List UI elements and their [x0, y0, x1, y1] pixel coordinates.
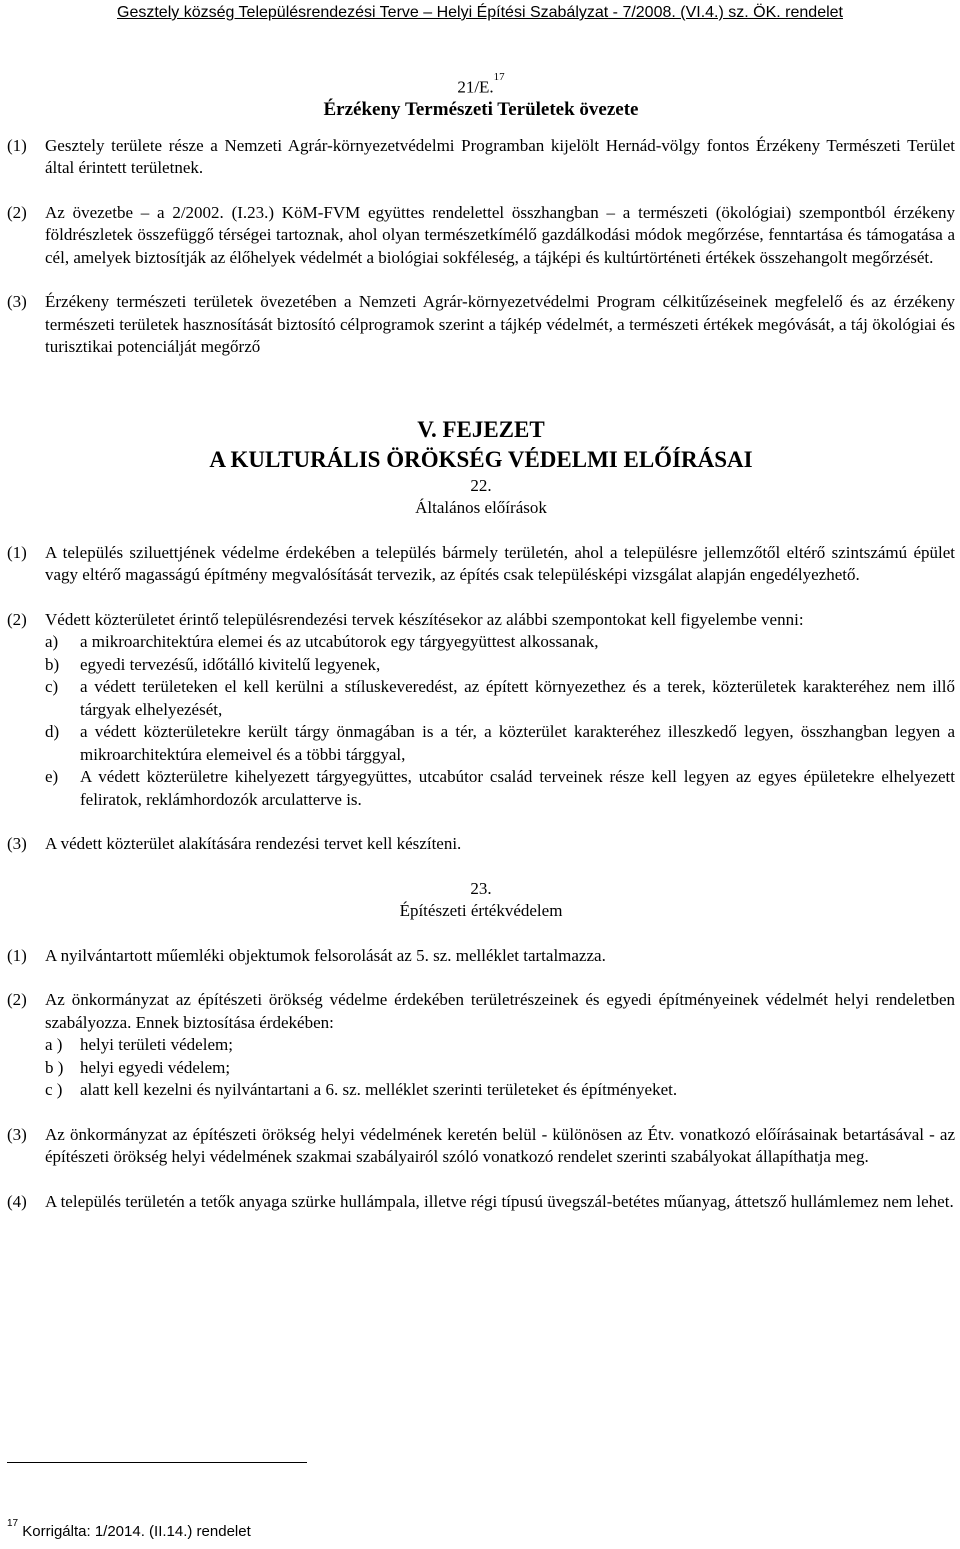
list-text: A védett közterületre kihelyezett tárgyegyüttes, utcabútor család terveinek része kell legyen az egyes épületekre elhelyezett feliratok, reklámhordozók arculatterve is.: [80, 767, 955, 809]
paragraph-number: (2): [7, 202, 27, 222]
paragraph-text: Az önkormányzat az építészeti örökség védelme érdekében területrészeinek és egyedi építményeinek védelmét helyi rendeletben szabályozza. Ennek biztosítása érdekében:: [45, 990, 955, 1032]
paragraph: [7, 609, 955, 632]
paragraph-text: A nyilvántartott műemléki objektumok felsorolását az 5. sz. melléklet tartalmazza.: [45, 945, 606, 965]
list-text: alatt kell kezelni és nyilvántartani a 6. sz. melléklet szerinti területeket és építményeket.: [80, 1080, 678, 1100]
section-23-heading: [7, 878, 955, 923]
paragraph-number: (2): [7, 990, 27, 1010]
list-label: d): [45, 722, 60, 742]
list-label: b): [45, 654, 60, 674]
chapter-number: V. FEJEZET: [417, 416, 545, 442]
paragraph-text: Gesztely területe része a Nemzeti Agrár-környezetvédelmi Programban kijelölt Hernád-völgy fontos Érzékeny Természeti Terület által érintett területnek.: [45, 135, 955, 178]
list-item: [7, 631, 955, 654]
paragraph-text: Az övezetbe – a 2/2002. (I.23.) KöM-FVM együttes rendelettel összhangban – a természeti (ökológiai) szempontból érzékeny földrészletek összefüggő térségei tartoznak, ahol olyan természetkímélő gazdálkodási módok megőrzése, fenntartása és támogatása a cél, amelyek biztosítják az élőhelyek védelmét a biológiai sokféleség, a tájképi és kultúrtörténeti értékek összehangolt megőrzését.: [45, 202, 955, 267]
paragraph-text: Védett közterületet érintő településrendezési tervek készítésekor az alábbi szempontokat kell figyelembe venni:: [45, 609, 804, 629]
chapter-heading: [7, 415, 955, 520]
paragraph-number: (3): [7, 834, 27, 854]
list-label: a): [45, 632, 59, 652]
paragraph-text: A település sziluettjének védelme érdekében a település bármely területén, ahol a településre jellemzőtől eltérő szintszámú épület vagy eltérő magasságú építmény megvalósítását tervezik, az építés csak településképi vizsgálat alapján engedélyezhető.: [45, 542, 955, 585]
list-item: [7, 721, 955, 766]
footnote-ref[interactable]: 17: [493, 71, 505, 83]
list-label: c ): [45, 1080, 63, 1100]
paragraph: [7, 1124, 955, 1169]
paragraph: [7, 945, 955, 968]
paragraph: [7, 989, 955, 1034]
footnote: [7, 1518, 251, 1540]
paragraph: [7, 135, 955, 180]
footnote-text: Korrigálta: 1/2014. (II.14.) rendelet: [22, 1523, 251, 1540]
page-header: Gesztely község Településrendezési Terve – Helyi Építési Szabályzat - 7/2008. (VI.4.) sz. ÖK. rendelet: [117, 4, 843, 21]
paragraph-number: (3): [7, 1124, 27, 1144]
paragraph: [7, 291, 955, 359]
list-text: helyi egyedi védelem;: [80, 1057, 231, 1077]
paragraph-number: (2): [7, 609, 27, 629]
list-text: helyi területi védelem;: [80, 1035, 233, 1055]
footnote-number: 17: [7, 1518, 19, 1529]
paragraph: [7, 833, 955, 856]
list-item: [7, 1057, 955, 1080]
paragraph: [7, 1191, 955, 1214]
paragraph: [7, 202, 955, 270]
section-title: Építészeti értékvédelem: [399, 901, 563, 921]
footnote-divider: [7, 1462, 307, 1463]
list-label: c): [45, 677, 59, 697]
section-number: 21/E.: [457, 77, 494, 97]
paragraph-text: A védett közterület alakítására rendezési tervet kell készíteni.: [45, 834, 462, 854]
list-label: a ): [45, 1035, 63, 1055]
section-number: 22.: [470, 475, 492, 495]
list-text: a mikroarchitektúra elemei és az utcabútorok egy tárgyegyüttest alkossanak,: [80, 632, 599, 652]
list-item: [7, 766, 955, 811]
section-title: Érzékeny Természeti Területek övezete: [323, 99, 639, 121]
paragraph: [7, 542, 955, 587]
document-body: [7, 72, 955, 1213]
list-text: egyedi tervezésű, időtálló kivitelű legyenek,: [80, 654, 381, 674]
paragraph-number: (4): [7, 1191, 27, 1211]
paragraph-text: Érzékeny természeti területek övezetében a Nemzeti Agrár-környezetvédelmi Program célkitűzéseinek megfelelő és az érzékeny természeti területek hasznosítását biztosító célprogramok szerint a tájkép védelmét, a természeti értékek megóvását, a táj ökológiai és turisztikai potenciálját megőrző: [45, 292, 955, 357]
chapter-title: A KULTURÁLIS ÖRÖKSÉG VÉDELMI ELŐÍRÁSAI: [209, 446, 753, 472]
section-21e-heading: [7, 72, 955, 122]
list-text: a védett közterületekre került tárgy önmagában is a tér, a közterület karakteréhez illeszkedő legyen, összhangban legyen a mikroarchitektúra elemeivel és a többi tárggyal,: [80, 722, 955, 764]
list-label: e): [45, 767, 59, 787]
list-label: b ): [45, 1057, 64, 1077]
paragraph-number: (1): [7, 542, 27, 562]
paragraph-number: (1): [7, 135, 27, 155]
list-item: [7, 654, 955, 677]
section-title: Általános előírások: [415, 498, 547, 518]
paragraph-text: Az önkormányzat az építészeti örökség helyi védelmének keretén belül - különösen az Étv. vonatkozó előírásainak betartásával - az építészeti örökség helyi védelmének szakmai szabályairól szóló vonatkozó rendelet szerinti szabályokat állapíthatja meg.: [45, 1124, 955, 1167]
list-item: [7, 1034, 955, 1057]
paragraph-text: A település területén a tetők anyaga szürke hullámpala, illetve régi típusú üvegszál-betétes műanyag, áttetsző hullámlemez nem lehet.: [45, 1191, 954, 1211]
paragraph-number: (3): [7, 292, 27, 312]
list-item: [7, 1079, 955, 1102]
list-text: a védett területeken el kell kerülni a stíluskeveredést, az épített környezethez és a terek, közterületek karakteréhez nem illő tárgyak elhelyezését,: [80, 677, 955, 719]
list-item: [7, 676, 955, 721]
paragraph-number: (1): [7, 945, 27, 965]
section-number: 23.: [470, 878, 492, 898]
